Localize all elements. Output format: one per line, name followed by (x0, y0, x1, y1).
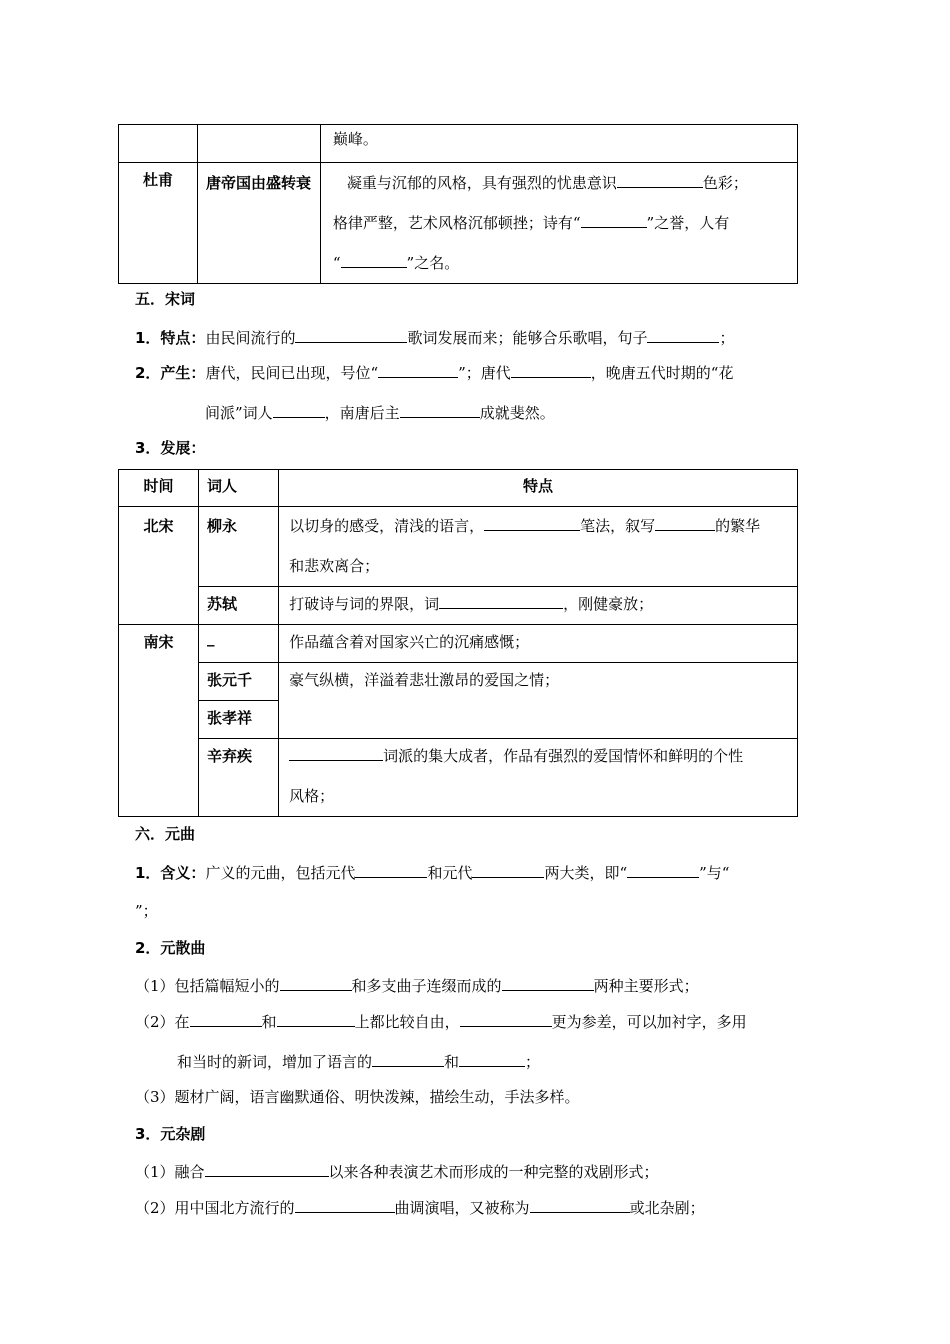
blank-poet-desc: 作品蕴含着对国家兴亡的沉痛感慨； (279, 625, 798, 663)
liu-yong-desc: 以切身的感受，清浅的语言， 笔法，叙写 的繁华 和悲欢离合； (279, 507, 798, 587)
song-ci-origin: 2．产生：唐代，民间已出现，号位“ ”；唐代 ，晚唐五代时期的“花 (135, 361, 733, 383)
poet-su-shi: 苏轼 (198, 587, 278, 625)
poet-liu-yong: 柳永 (198, 507, 278, 587)
desc-line-3: “ ”之名。 (333, 243, 797, 283)
xin-qiji-desc: 词派的集大成者，作品有强烈的爱国情怀和鲜明的个性 风格； (279, 739, 798, 817)
poet-zhang-yuanqian: 张元千 (198, 663, 278, 701)
yuan-qu-meaning: 1．含义：广义的元曲，包括元代 和元代 两大类，即“ ”与“ (135, 861, 729, 883)
section-5-title: 五．宋词 (135, 290, 196, 308)
era-south: 南宋 (119, 625, 199, 817)
su-shi-desc: 打破诗与词的界限，词 ，刚健豪放； (279, 587, 798, 625)
zaju-point-2: （2）用中国北方流行的 曲调演唱，又被称为 或北杂剧； (135, 1196, 705, 1218)
desc-cell (320, 163, 797, 284)
sanqu-point-1: （1）包括篇幅短小的 和多支曲子连缀而成的 两种主要形式； (135, 974, 699, 996)
empty-cell (119, 125, 198, 163)
yuan-qu-meaning-cont: ”； (135, 902, 158, 920)
poet-table (118, 124, 798, 284)
yuan-sanqu-title: 2．元散曲 (135, 939, 206, 957)
desc-line-2: 格律严整，艺术风格沉郁顿挫；诗有“ ”之誉，人有 (333, 203, 797, 243)
poet-blank: _ (198, 625, 278, 663)
empty-cell (197, 125, 320, 163)
poet-name (119, 163, 198, 284)
cell-text: 巅峰。 (332, 130, 378, 148)
poet-label: 杜甫 (142, 171, 173, 189)
sanqu-point-2: （2）在 和 上都比较自由， 更为参差，可以加衬字，多用 (135, 1010, 747, 1032)
header-feature: 特点 (279, 470, 798, 507)
sanqu-point-3: （3）题材广阔，语言幽默通俗、明快泼辣，描绘生动，手法多样。 (135, 1088, 580, 1106)
yuan-zaju-title: 3．元杂剧 (135, 1125, 206, 1143)
sanqu-point-2-cont: 和当时的新词，增加了语言的 和 ； (177, 1050, 540, 1072)
song-ci-feature: 1．特点：由民间流行的 歌词发展而来；能够合乐歌唱，句子 ； (135, 326, 734, 348)
zaju-point-1: （1）融合 以来各种表演艺术而形成的一种完整的戏剧形式； (135, 1160, 659, 1182)
desc-line-1: 凝重与沉郁的风格，具有强烈的忧患意识 色彩； (333, 163, 797, 203)
poet-xin-qiji: 辛弃疾 (198, 739, 278, 817)
era-north: 北宋 (119, 507, 199, 625)
song-ci-table (118, 469, 798, 817)
header-time: 时间 (119, 470, 199, 507)
song-ci-development: 3．发展： (135, 439, 206, 457)
header-poet: 词人 (198, 470, 278, 507)
song-ci-origin-cont: 间派”词人 ，南唐后主 成就斐然。 (205, 401, 555, 423)
era-cell (197, 163, 320, 284)
era-label: 唐帝国由盛转衰 (205, 174, 311, 192)
section-6-title: 六．元曲 (135, 825, 196, 843)
poet-zhang-xiaoxiang: 张孝祥 (198, 701, 278, 739)
zhang-desc: 豪气纵横，洋溢着悲壮激昂的爱国之情； (279, 663, 798, 739)
table-cell (320, 125, 797, 163)
